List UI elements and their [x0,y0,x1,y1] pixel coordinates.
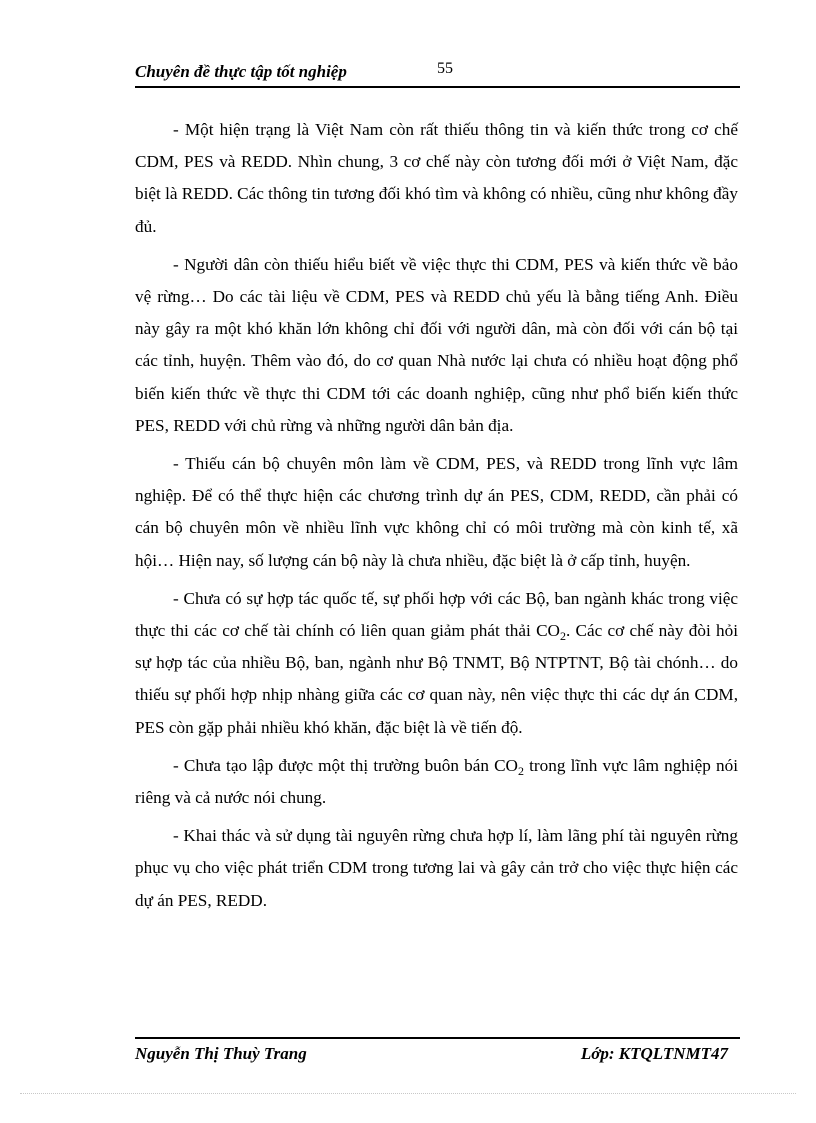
page-footer [135,1037,740,1069]
paragraph-5-text-end: trong lĩnh vực lâm nghiệp nói riêng và cả nước nói chung. [135,755,739,808]
paragraph-6: - Khai thác và sử dụng tài nguyên rừng chưa hợp lí, làm lãng phí tài nguyên rừng phục vụ cho việc phát triển CDM trong tương lai và gây cản trở cho việc thực hiện các dự án PES, REDD. [135,826,738,910]
document-body [135,114,738,923]
paragraph-5-text-start: - Chưa tạo lập được một thị trường buôn bán CO [173,755,518,775]
co2-subscript: 2 [559,629,566,644]
footer-author: Nguyễn Thị Thuỳ Trang [135,1044,307,1063]
paragraph-4-text-end: . Các cơ chế này đòi hỏi sự hợp tác của nhiều Bộ, ban, ngành như Bộ TNMT, Bộ NTPTNT, Bộ tài chónh… do thiếu sự phối hợp nhịp nhàng giữa các cơ quan này, nên việc thực thi các dự án CDM, PES còn gặp phải nhiều khó khăn, đặc biệt là về tiến độ. [135,621,738,737]
paragraph-4-text-start: - Chưa có sự hợp tác quốc tế, sự phối hợp với các Bộ, ban ngành khác trong việc thực thi các cơ chế tài chính có liên quan giảm phát thải CO [135,588,738,641]
header-title: Chuyên đề thực tập tốt nghiệp [135,62,347,81]
footer-class: Lớp: KTQLTNMT47 [580,1044,728,1063]
paragraph-4 [135,583,738,744]
paragraph-5 [135,750,738,814]
paragraph-1: - Một hiện trạng là Việt Nam còn rất thiếu thông tin và kiến thức trong cơ chế CDM, PES và REDD. Nhìn chung, 3 cơ chế này còn tương đối mới ở Việt Nam, đặc biệt là REDD. Các thông tin tương đối khó tìm và không có nhiều, cũng như không đầy đủ. [135,120,738,236]
page-number: 55 [437,60,453,77]
page-edge-divider [20,1093,796,1094]
co2-subscript: 2 [517,763,524,778]
paragraph-3: - Thiếu cán bộ chuyên môn làm về CDM, PES, và REDD trong lĩnh vực lâm nghiệp. Để có thể thực hiện các chương trình dự án PES, CDM, REDD, cần phải có cán bộ chuyên môn về nhiều lĩnh vực không chỉ có môi trường mà còn kinh tế, xã hội… Hiện nay, số lượng cán bộ này là chưa nhiều, đặc biệt là ở cấp tỉnh, huyện. [135,454,738,570]
paragraph-2: - Người dân còn thiếu hiểu biết về việc thực thi CDM, PES và kiến thức về bảo vệ rừng… Do các tài liệu về CDM, PES và REDD chủ yếu là bằng tiếng Anh. Điều này gây ra một khó khăn lớn không chỉ đối với người dân, mà còn đối với cán bộ tại các tỉnh, huyện. Thêm vào đó, do cơ quan Nhà nước lại chưa có nhiều hoạt động phổ biến kiến thức về thực thi CDM tới các doanh nghiệp, cũng như phổ biến kiến thức PES, REDD với chủ rừng và những người dân bản địa. [135,254,738,435]
page-header [135,58,740,88]
